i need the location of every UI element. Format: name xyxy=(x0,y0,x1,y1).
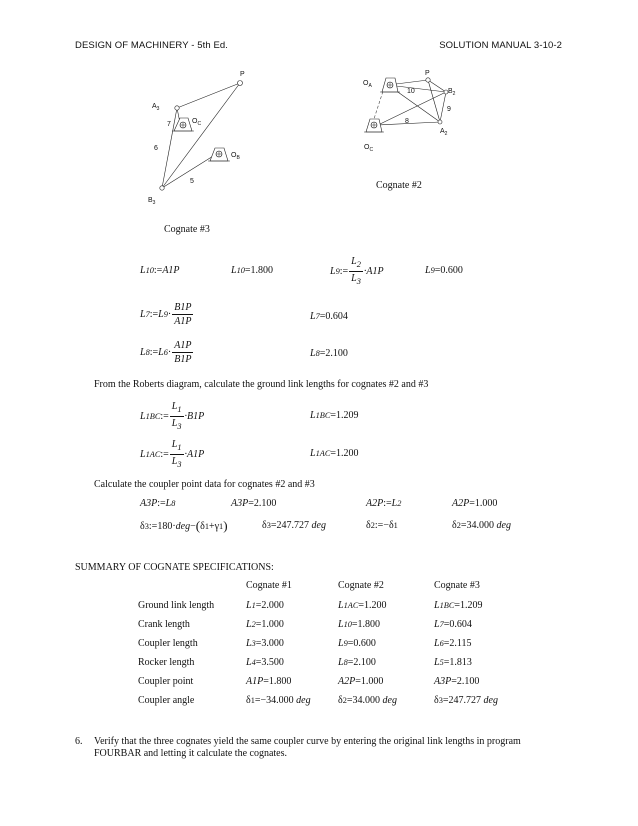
summary-cell: L 1BC = 1.209 xyxy=(434,600,483,611)
link-line xyxy=(440,92,446,122)
label-b3: $B_3$ xyxy=(148,197,156,206)
link-line xyxy=(378,122,440,125)
pin-a3 xyxy=(175,106,179,110)
summary-cell: δ 2 = 34.000 deg xyxy=(338,695,397,706)
summary-cell: A3P = 2.100 xyxy=(434,676,480,687)
label-b2: $B_2$ xyxy=(448,88,456,97)
label-link-9: 9 xyxy=(447,106,451,113)
label-a3: $A_3$ xyxy=(152,103,160,112)
summary-cell: L 1 = 2.000 xyxy=(246,600,284,611)
eq-delta3-def: δ 3 := 180 · deg − ( δ 1 + γ 1 ) xyxy=(140,518,228,533)
header-right: SOLUTION MANUAL 3-10-2 xyxy=(439,40,562,51)
summary-row-label: Coupler length xyxy=(138,638,198,649)
eq-l1bc-def: L 1BC := $\frac{L_1}{L_3}$ ·B1P xyxy=(140,401,205,431)
summary-cell: L 4 = 3.500 xyxy=(246,657,284,668)
summary-cell: L 5 = 1.813 xyxy=(434,657,472,668)
label-p: P xyxy=(240,71,245,78)
summary-cell: A2P = 1.000 xyxy=(338,676,384,687)
summary-row-label: Coupler point xyxy=(138,676,194,687)
summary-cell: L 9 = 0.600 xyxy=(338,638,376,649)
eq-l7-val: L 7 = 0.604 xyxy=(310,311,348,322)
link-line xyxy=(378,92,446,125)
cognate-3-diagram xyxy=(130,68,260,213)
label-link-6: 6 xyxy=(154,145,158,152)
eq-a2p-def: A2P := L 2 xyxy=(366,498,402,509)
eq-l1ac-def: L 1AC := $\frac{L_1}{L_3}$ ·A1P xyxy=(140,439,205,469)
eq-a3p-val: A3P = 2.100 xyxy=(231,498,277,509)
eq-l8-def: L 8 := L 6 · $\frac{A1P}{B1P}$ xyxy=(140,340,192,365)
summary-row-label: Ground link length xyxy=(138,600,215,611)
eq-a3p-def: A3P := L 8 xyxy=(140,498,176,509)
summary-cell: L 6 = 2.115 xyxy=(434,638,472,649)
label-link-8: 8 xyxy=(405,118,409,125)
item-text-line: FOURBAR and letting it calculate the cognates. xyxy=(94,748,288,759)
eq-l1bc-val: L 1BC = 1.209 xyxy=(310,410,359,421)
cognate-2-caption: Cognate #2 xyxy=(376,180,422,191)
coupler-data-note: Calculate the coupler point data for cognates #2 and #3 xyxy=(94,479,315,490)
summary-col-header: Cognate #3 xyxy=(434,580,480,591)
label-link-7: 7 xyxy=(167,121,171,128)
eq-l7-def: L 7 := L 9 · $\frac{B1P}{A1P}$ xyxy=(140,302,192,327)
eq-l10-val: L 10 = 1.800 xyxy=(231,265,274,276)
summary-cell: L 8 = 2.100 xyxy=(338,657,376,668)
label-link-10: 10 xyxy=(407,88,415,95)
label-ob: $O_B$ xyxy=(231,152,240,161)
summary-cell: L 3 = 3.000 xyxy=(246,638,284,649)
eq-l1ac-val: L 1AC = 1.200 xyxy=(310,448,359,459)
link-line xyxy=(428,80,440,122)
summary-col-header: Cognate #2 xyxy=(338,580,384,591)
coupler-point-p xyxy=(238,81,243,86)
label-oc: $O_C$ xyxy=(192,118,202,127)
label-oc: $O_C$ xyxy=(364,144,374,153)
eq-delta2-def: δ 2 := −δ 1 xyxy=(366,520,398,531)
ground-pivot-ob xyxy=(208,148,230,161)
cognate-2-diagram xyxy=(358,70,468,160)
ground-pivot-oc xyxy=(364,119,384,132)
summary-row-label: Crank length xyxy=(138,619,190,630)
summary-cell: A1P = 1.800 xyxy=(246,676,292,687)
ground-pivot-oa xyxy=(380,78,400,92)
summary-cell: L 10 = 1.800 xyxy=(338,619,381,630)
item-number: 6. xyxy=(75,736,83,747)
pin-a2 xyxy=(438,120,442,124)
summary-cell: δ 3 = 247.727 deg xyxy=(434,695,498,706)
link-line xyxy=(162,108,177,188)
header-left: DESIGN OF MACHINERY - 5th Ed. xyxy=(75,40,229,51)
eq-a2p-val: A2P = 1.000 xyxy=(452,498,498,509)
eq-l8-val: L 8 = 2.100 xyxy=(310,348,348,359)
summary-cell: L 7 = 0.604 xyxy=(434,619,472,630)
eq-delta2-val: δ 2 = 34.000 deg xyxy=(452,520,511,531)
eq-l9-def: L 9 := $\frac{L_2}{L_3}$ ·A1P xyxy=(330,256,384,286)
summary-cell: L 1AC = 1.200 xyxy=(338,600,387,611)
label-a2: $A_2$ xyxy=(440,128,448,137)
coupler-point-p xyxy=(426,78,430,82)
summary-row-label: Rocker length xyxy=(138,657,195,668)
label-p: P xyxy=(425,70,430,77)
summary-row-label: Coupler angle xyxy=(138,695,195,706)
pin-b3 xyxy=(160,186,164,190)
summary-col-header: Cognate #1 xyxy=(246,580,292,591)
ground-pivot-oc xyxy=(172,118,194,131)
cognate-3-caption: Cognate #3 xyxy=(164,224,210,235)
eq-delta3-val: δ 3 = 247.727 deg xyxy=(262,520,326,531)
summary-title: SUMMARY OF COGNATE SPECIFICATIONS: xyxy=(75,562,274,573)
eq-l9-val: L 9 = 0.600 xyxy=(425,265,463,276)
label-oa: $O_A$ xyxy=(363,80,372,89)
item-text-line: Verify that the three cognates yield the same coupler curve by entering the original link lengths in program xyxy=(94,736,521,747)
eq-l10-def: L 10 := A1P xyxy=(140,265,180,276)
roberts-diagram-note: From the Roberts diagram, calculate the ground link lengths for cognates #2 and #3 xyxy=(94,379,429,390)
summary-cell: L 2 = 1.000 xyxy=(246,619,284,630)
summary-cell: δ 1 = −34.000 deg xyxy=(246,695,311,706)
label-link-5: 5 xyxy=(190,178,194,185)
